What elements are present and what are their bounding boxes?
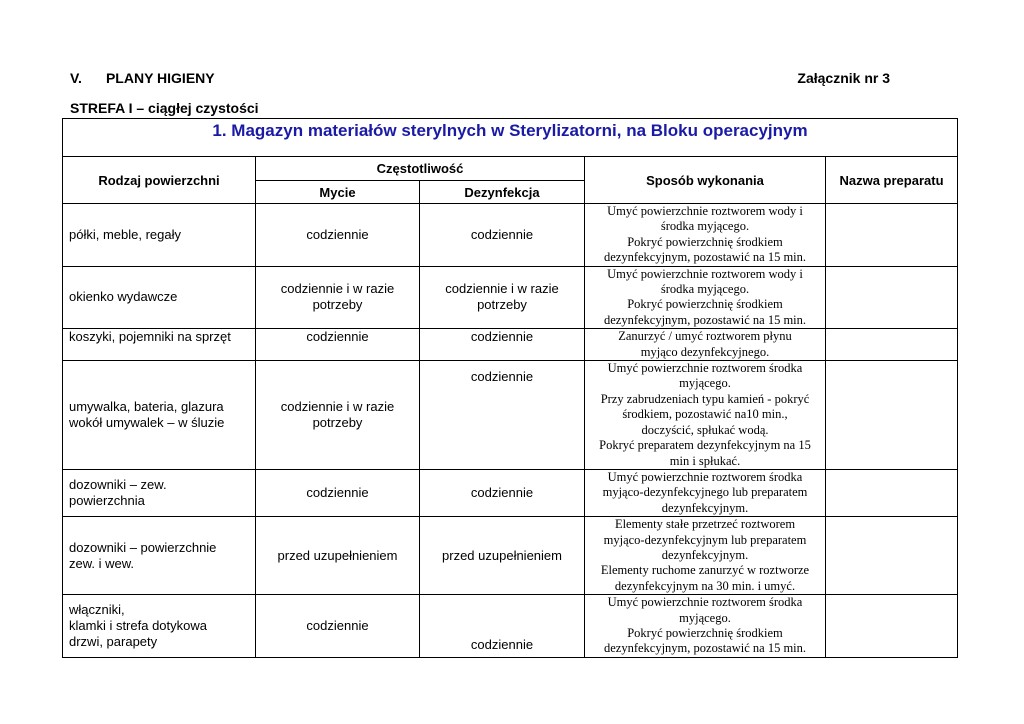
disinfection-cell-line: przed uzupełnieniem [442, 547, 562, 563]
table-title: 1. Magazyn materiałów sterylnych w Sterylizatorni, na Bloku operacyjnym [63, 119, 958, 157]
method-cell-line: Umyć powierzchnie roztworem wody i [607, 204, 803, 218]
washing-cell [256, 266, 420, 329]
washing-cell-line: przed uzupełnieniem [277, 547, 398, 563]
washing-cell-line: codziennie [306, 617, 369, 633]
surface-cell [63, 329, 256, 361]
method-cell-line: myjącego. [679, 610, 731, 625]
washing-cell [256, 204, 420, 267]
method-cell [585, 266, 826, 329]
surface-cell-line: okienko wydawcze [69, 289, 178, 305]
hygiene-plan-table [62, 118, 958, 658]
method-cell-line: środkiem, pozostawić na10 min., [622, 407, 788, 422]
surface-cell-line: dozowniki – zew. [69, 477, 167, 493]
surface-cell-line: włączniki, [69, 601, 125, 617]
method-cell-line: myjąco-dezynfekcyjnego lub preparatem [602, 485, 808, 500]
surface-cell-line: zew. i wew. [69, 555, 135, 571]
washing-cell-line: codziennie [306, 226, 369, 242]
washing-cell-line: potrzeby [312, 414, 363, 430]
method-cell-line: Zanurzyć / umyć roztworem płynu [618, 329, 792, 344]
surface-cell [63, 266, 256, 329]
method-cell-line: Elementy stałe przetrzeć roztworem [614, 517, 796, 532]
method-cell-line: dezynfekcyjnym, pozostawić na 15 min. [603, 641, 807, 656]
washing-cell-line: codziennie [306, 485, 369, 501]
method-cell-line: dezynfekcyjnym na 30 min. i umyć. [614, 578, 796, 593]
surface-cell [63, 595, 256, 658]
method-cell-line: Pokryć powierzchnię środkiem [627, 234, 783, 249]
section-heading [70, 70, 215, 86]
method-cell-line: Umyć powierzchnie roztworem wody i [607, 266, 803, 281]
surface-cell [63, 469, 256, 516]
method-cell-line: myjącego. [679, 376, 731, 391]
col-header-washing: Mycie [256, 181, 420, 204]
method-cell [585, 517, 826, 595]
table-row [63, 361, 958, 470]
product-cell [826, 204, 958, 267]
disinfection-cell-line: codziennie [470, 329, 534, 345]
method-cell-line: dezynfekcyjnym. [661, 500, 749, 515]
method-cell-line: środka myjącego. [660, 282, 750, 297]
surface-cell-line: wokół umywalek – w śluzie [69, 414, 225, 430]
method-cell [585, 469, 826, 516]
disinfection-cell [420, 204, 585, 267]
section-number: V. [70, 70, 82, 86]
col-header-disinfection: Dezynfekcja [420, 181, 585, 204]
col-header-product: Nazwa preparatu [826, 157, 958, 204]
method-cell-line: Elementy ruchome zanurzyć w roztworze [600, 563, 810, 578]
method-cell-line: Pokryć preparatem dezynfekcyjnym na 15 [599, 438, 811, 453]
method-cell [585, 595, 826, 658]
method-cell-line: min i spłukać. [669, 453, 741, 468]
surface-cell-line: klamki i strefa dotykowa [69, 617, 207, 633]
table-row [63, 329, 958, 361]
washing-cell [256, 469, 420, 516]
surface-cell [63, 361, 256, 470]
method-cell-line: dezynfekcyjnym, pozostawić na 15 min. [603, 312, 807, 327]
method-cell-line: środka myjącego. [660, 219, 750, 234]
washing-cell [256, 329, 420, 361]
surface-cell-line: drzwi, parapety [69, 633, 158, 649]
method-cell-line: Przy zabrudzeniach typu kamień - pokryć [600, 391, 810, 406]
disinfection-cell-line: codziennie [470, 369, 534, 385]
method-cell-line: dezynfekcyjnym, pozostawić na 15 min. [603, 250, 807, 265]
method-cell-line: dezynfekcyjnym. [661, 547, 749, 562]
method-cell-line: doczyścić, spłukać wodą. [641, 422, 769, 437]
disinfection-cell [420, 266, 585, 329]
disinfection-cell-line: codziennie [470, 485, 534, 501]
product-cell [826, 469, 958, 516]
method-cell-line: Pokryć powierzchnię środkiem [627, 625, 783, 640]
disinfection-cell-line: potrzeby [477, 297, 527, 313]
washing-cell-line: codziennie [306, 329, 369, 345]
method-cell [585, 204, 826, 267]
surface-cell [63, 517, 256, 595]
disinfection-cell [420, 517, 585, 595]
section-title: PLANY HIGIENY [105, 70, 215, 86]
method-cell-line: Umyć powierzchnie roztworem środka [607, 595, 803, 610]
product-cell [826, 329, 958, 361]
method-cell [585, 329, 826, 361]
product-cell [826, 361, 958, 470]
zone-heading: STREFA I – ciągłej czystości [70, 100, 259, 116]
disinfection-cell [420, 595, 585, 658]
washing-cell-line: codziennie i w razie [280, 398, 395, 414]
method-cell-line: Umyć powierzchnie roztworem środka [607, 469, 803, 484]
washing-cell [256, 517, 420, 595]
method-cell [585, 361, 826, 470]
method-cell-line: myjąco dezynfekcyjnego. [640, 344, 770, 359]
table-row [63, 204, 958, 267]
surface-cell-line: półki, meble, regały [69, 226, 181, 242]
disinfection-cell [420, 329, 585, 361]
washing-cell-line: potrzeby [312, 297, 363, 313]
disinfection-cell-line: codziennie [470, 226, 534, 242]
product-cell [826, 266, 958, 329]
surface-cell-line: powierzchnia [69, 493, 145, 509]
surface-cell-line: koszyki, pojemniki na sprzęt [69, 329, 231, 345]
col-header-surface: Rodzaj powierzchni [63, 157, 256, 204]
washing-cell [256, 595, 420, 658]
table-row [63, 469, 958, 516]
col-header-method: Sposób wykonania [585, 157, 826, 204]
product-cell [826, 595, 958, 658]
product-cell [826, 517, 958, 595]
washing-cell [256, 361, 420, 470]
surface-cell-line: dozowniki – powierzchnie [69, 539, 217, 555]
surface-cell [63, 204, 256, 267]
col-header-frequency: Częstotliwość [256, 157, 585, 181]
washing-cell-line: codziennie i w razie [280, 281, 395, 297]
method-cell-line: Pokryć powierzchnię środkiem [627, 297, 783, 312]
method-cell-line: Umyć powierzchnie roztworem środka [607, 361, 803, 376]
disinfection-cell-line: codziennie i w razie [445, 281, 559, 297]
table-row [63, 517, 958, 595]
table-row [63, 266, 958, 329]
surface-cell-line: umywalka, bateria, glazura [69, 398, 224, 414]
method-cell-line: myjąco-dezynfekcyjnym lub preparatem [603, 532, 807, 547]
attachment-label: Załącznik nr 3 [797, 70, 890, 86]
table-row [63, 595, 958, 658]
disinfection-cell-line: codziennie [470, 636, 534, 652]
disinfection-cell [420, 469, 585, 516]
disinfection-cell [420, 361, 585, 470]
